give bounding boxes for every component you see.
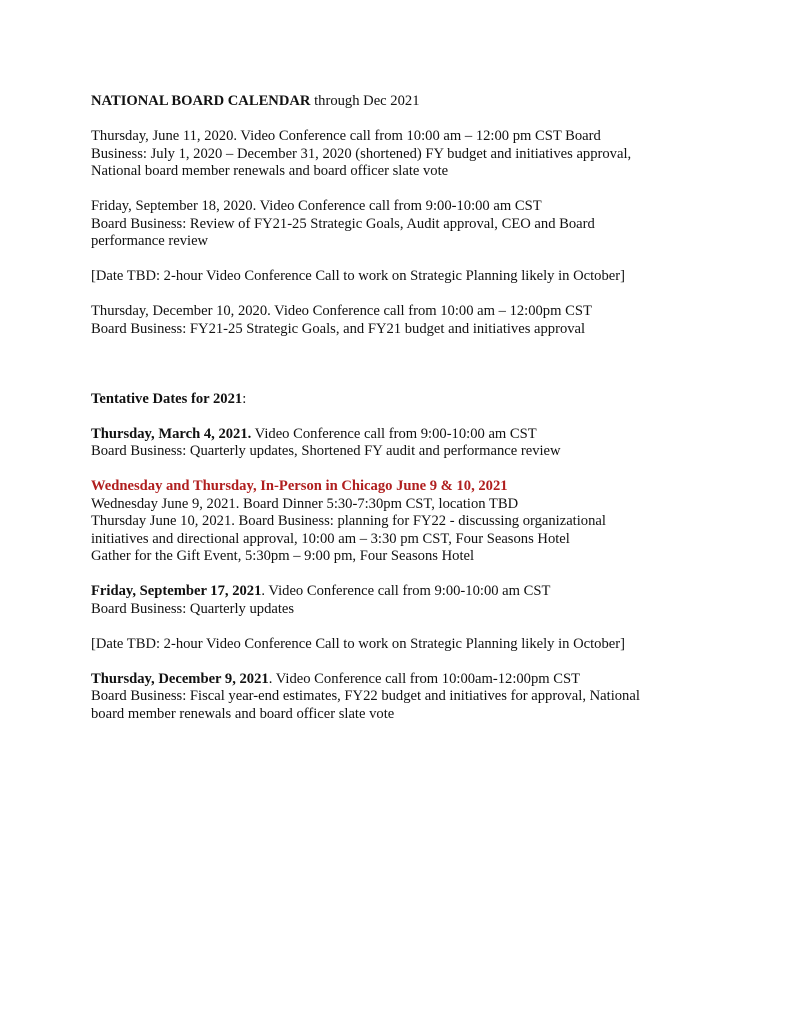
document-page [91, 93, 731, 741]
tentative-heading-bold: Tentative Dates for 2021 [91, 390, 243, 407]
meeting-details: Video Conference call from 9:00-10:00 am CST [251, 425, 537, 442]
spacer [91, 356, 731, 391]
text-line: Thursday, June 11, 2020. Video Conference call from 10:00 am – 12:00 pm CST Board [91, 128, 601, 144]
title-rest: through Dec 2021 [310, 93, 420, 109]
text-line: Board Business: FY21-25 Strategic Goals, and FY21 budget and initiatives approval [91, 320, 586, 337]
text-line [91, 671, 731, 689]
title-bold: NATIONAL BOARD CALENDAR [91, 93, 311, 109]
text-line: performance review [91, 233, 209, 249]
text-line [91, 426, 731, 444]
meeting-date: Friday, September 17, 2021 [91, 583, 262, 599]
meeting-december-2020 [91, 303, 731, 338]
text-line: Board Business: Quarterly updates [91, 600, 295, 617]
text-line: Gather for the Gift Event, 5:30pm – 9:00 pm, Four Seasons Hotel [91, 548, 475, 564]
text-line: [Date TBD: 2-hour Video Conference Call to work on Strategic Planning likely in October] [91, 268, 625, 284]
meeting-june-2021 [91, 478, 731, 566]
text-line: National board member renewals and board officer slate vote [91, 163, 449, 179]
text-line: Board Business: Quarterly updates, Shortened FY audit and performance review [91, 443, 561, 459]
in-person-heading: Wednesday and Thursday, In-Person in Chicago June 9 & 10, 2021 [91, 478, 508, 494]
text-line: Board Business: Fiscal year-end estimates, FY22 budget and initiatives for approval, National [91, 688, 640, 704]
meeting-september-2020 [91, 198, 731, 251]
text-line: Board Business: Review of FY21-25 Strategic Goals, Audit approval, CEO and Board [91, 215, 595, 232]
text-line: Wednesday June 9, 2021. Board Dinner 5:30-7:30pm CST, location TBD [91, 495, 519, 512]
meeting-march-2021 [91, 426, 731, 461]
text-line: Business: July 1, 2020 – December 31, 2020 (shortened) FY budget and initiatives approval, [91, 145, 632, 162]
tentative-heading [91, 391, 731, 409]
text-line: Thursday June 10, 2021. Board Business: planning for FY22 - discussing organizational [91, 513, 606, 529]
document-title [91, 93, 731, 111]
meeting-september-2021 [91, 583, 731, 618]
tbd-note-2021 [91, 636, 731, 654]
tentative-heading-colon: : [242, 390, 247, 407]
meeting-date: Thursday, December 9, 2021 [91, 670, 269, 687]
tbd-note-2020 [91, 268, 731, 286]
text-line [91, 583, 731, 601]
text-line: [Date TBD: 2-hour Video Conference Call to work on Strategic Planning likely in October] [91, 635, 625, 652]
text-line: Friday, September 18, 2020. Video Conference call from 9:00-10:00 am CST [91, 198, 542, 214]
meeting-details: . Video Conference call from 10:00am-12:00pm CST [268, 670, 581, 687]
text-line: board member renewals and board officer slate vote [91, 705, 395, 722]
meeting-june-2020 [91, 128, 731, 181]
text-line: initiatives and directional approval, 10:00 am – 3:30 pm CST, Four Seasons Hotel [91, 530, 570, 547]
meeting-date: Thursday, March 4, 2021. [91, 425, 252, 442]
meeting-details: . Video Conference call from 9:00-10:00 am CST [261, 583, 551, 599]
meeting-december-2021 [91, 671, 731, 724]
text-line: Thursday, December 10, 2020. Video Conference call from 10:00 am – 12:00pm CST [91, 303, 592, 319]
